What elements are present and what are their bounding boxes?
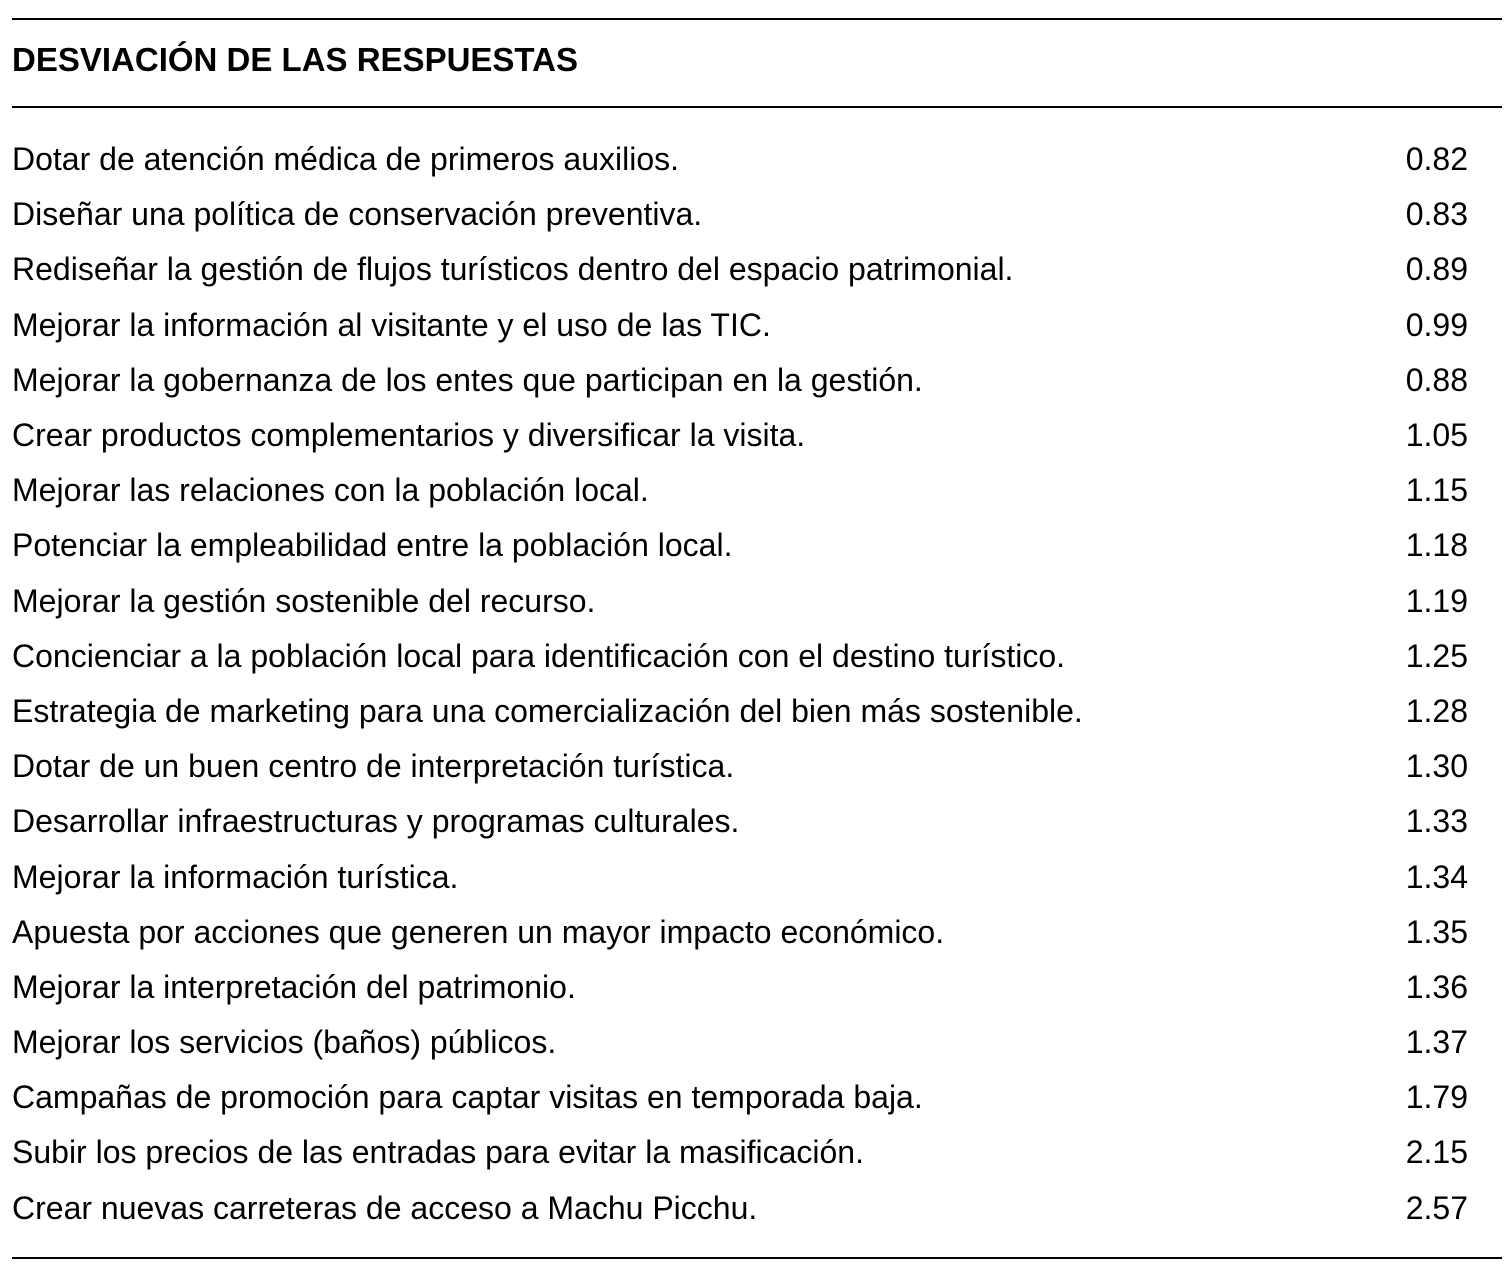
table-row xyxy=(12,463,1468,518)
row-value: 1.33 xyxy=(1405,803,1468,840)
row-value: 1.37 xyxy=(1405,1024,1468,1061)
top-rule xyxy=(12,18,1502,20)
table-row xyxy=(12,1070,1468,1125)
table-row xyxy=(12,794,1468,849)
row-value: 1.34 xyxy=(1405,858,1468,895)
row-label: Mejorar la interpretación del patrimonio. xyxy=(12,968,576,1005)
row-label: Mejorar la información al visitante y el uso de las TIC. xyxy=(12,306,771,343)
table-row xyxy=(12,739,1468,794)
bottom-rule xyxy=(12,1257,1502,1259)
row-value: 2.15 xyxy=(1405,1134,1468,1171)
row-value: 1.15 xyxy=(1405,472,1468,509)
response-deviation-list xyxy=(12,132,1468,1236)
row-label: Apuesta por acciones que generen un mayor impacto económico. xyxy=(12,913,945,950)
row-value: 1.30 xyxy=(1405,748,1468,785)
row-label: Campañas de promoción para captar visitas en temporada baja. xyxy=(12,1079,923,1116)
row-value: 0.83 xyxy=(1405,196,1468,233)
row-label: Dotar de un buen centro de interpretación turística. xyxy=(12,748,735,785)
table-row xyxy=(12,518,1468,573)
row-value: 1.28 xyxy=(1405,692,1468,729)
row-value: 2.57 xyxy=(1405,1189,1468,1226)
table-row xyxy=(12,1181,1468,1236)
table-row xyxy=(12,353,1468,408)
table-row xyxy=(12,408,1468,463)
row-value: 1.25 xyxy=(1405,637,1468,674)
table-row xyxy=(12,905,1468,960)
row-label: Mejorar la información turística. xyxy=(12,858,459,895)
row-value: 1.79 xyxy=(1405,1079,1468,1116)
row-label: Mejorar la gobernanza de los entes que participan en la gestión. xyxy=(12,361,923,398)
table-row xyxy=(12,684,1468,739)
row-value: 1.36 xyxy=(1405,968,1468,1005)
table-row xyxy=(12,629,1468,684)
row-value: 0.88 xyxy=(1405,361,1468,398)
row-label: Mejorar los servicios (baños) públicos. xyxy=(12,1024,557,1061)
row-label: Mejorar la gestión sostenible del recurso. xyxy=(12,582,596,619)
row-value: 0.89 xyxy=(1405,251,1468,288)
header-rule xyxy=(12,106,1502,108)
row-value: 1.19 xyxy=(1405,582,1468,619)
row-label: Rediseñar la gestión de flujos turísticos dentro del espacio patrimonial. xyxy=(12,251,1014,288)
row-value: 1.18 xyxy=(1405,527,1468,564)
row-label: Subir los precios de las entradas para evitar la masificación. xyxy=(12,1134,864,1171)
row-label: Potenciar la empleabilidad entre la población local. xyxy=(12,527,733,564)
row-label: Dotar de atención médica de primeros auxilios. xyxy=(12,141,679,178)
row-value: 0.99 xyxy=(1405,306,1468,343)
table-row xyxy=(12,298,1468,353)
table-title: DESVIACIÓN DE LAS RESPUESTAS xyxy=(12,41,578,78)
row-label: Desarrollar infraestructuras y programas culturales. xyxy=(12,803,740,840)
row-label: Mejorar las relaciones con la población local. xyxy=(12,472,649,509)
table-row xyxy=(12,1125,1468,1180)
table-row xyxy=(12,1015,1468,1070)
table-row xyxy=(12,849,1468,904)
table-row xyxy=(12,574,1468,629)
row-label: Crear nuevas carreteras de acceso a Machu Picchu. xyxy=(12,1189,758,1226)
row-value: 1.05 xyxy=(1405,417,1468,454)
table-row xyxy=(12,187,1468,242)
table-row xyxy=(12,132,1468,187)
row-value: 1.35 xyxy=(1405,913,1468,950)
row-label: Estrategia de marketing para una comercialización del bien más sostenible. xyxy=(12,692,1083,729)
row-value: 0.82 xyxy=(1405,141,1468,178)
row-label: Crear productos complementarios y diversificar la visita. xyxy=(12,417,806,454)
table-row xyxy=(12,960,1468,1015)
row-label: Concienciar a la población local para identificación con el destino turístico. xyxy=(12,637,1066,674)
row-label: Diseñar una política de conservación preventiva. xyxy=(12,196,703,233)
table-row xyxy=(12,242,1468,297)
